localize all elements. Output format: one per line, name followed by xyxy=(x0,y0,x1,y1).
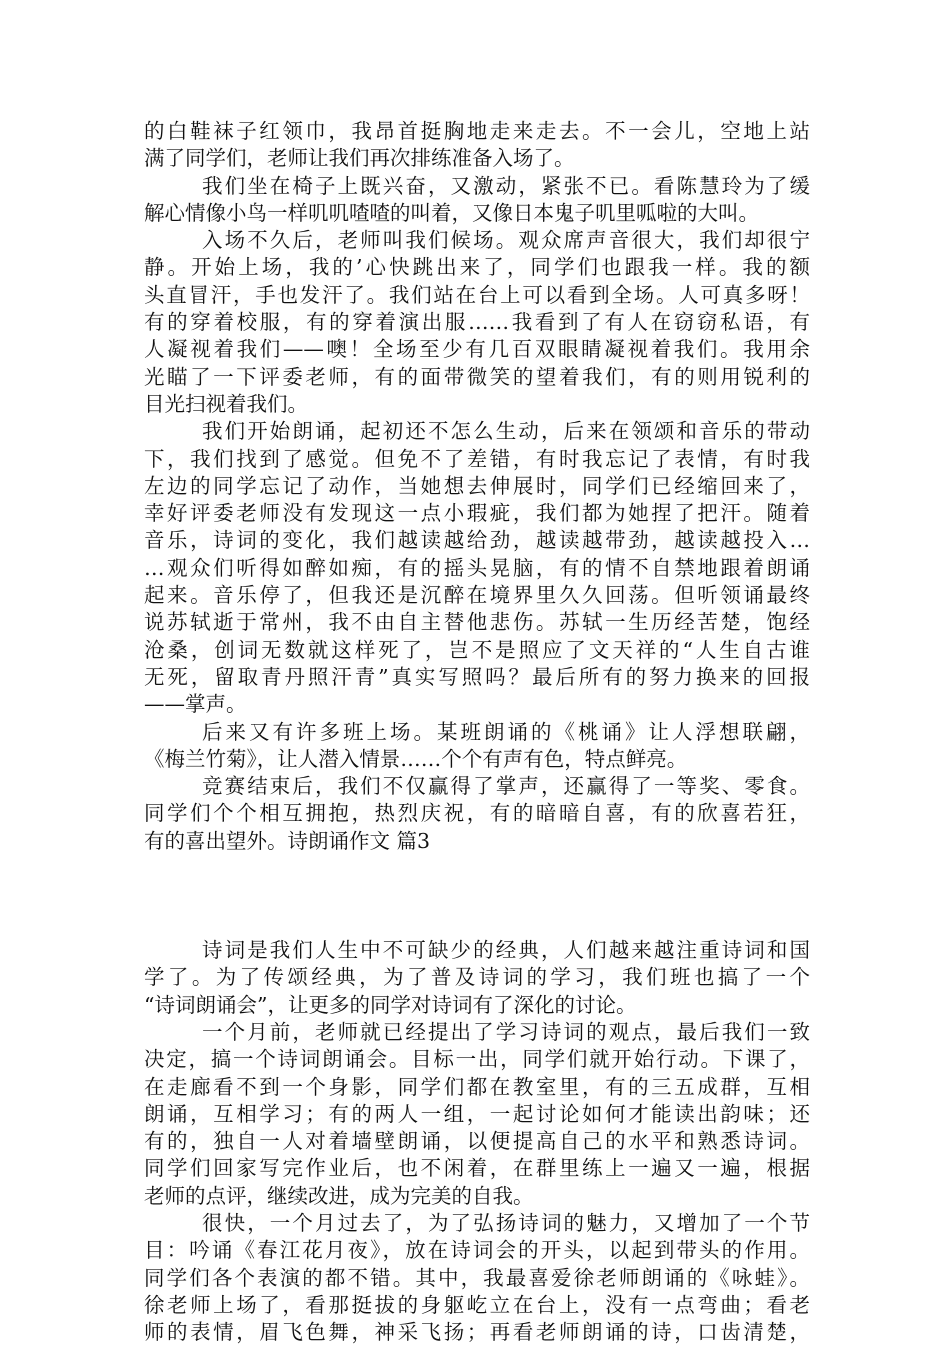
text-line: 目：吟诵《春江花月夜》，放在诗词会的开头，以起到带头的作用。 xyxy=(144,1238,810,1263)
paragraph xyxy=(144,937,810,1019)
paragraph xyxy=(144,173,810,228)
text-line: 后来又有许多班上场。某班朗诵的《桃诵》让人浮想联翩， xyxy=(202,719,810,744)
text-line: 起来。音乐停了，但我还是沉醉在境界里久久回荡。但听领诵最终 xyxy=(144,583,810,608)
paragraph xyxy=(144,227,810,418)
text-line: 《梅兰竹菊》，让人潜入情景……个个有声有色，特点鲜亮。 xyxy=(144,746,688,771)
text-line: 人凝视着我们——噢！全场至少有几百双眼睛凝视着我们。我用余 xyxy=(144,337,810,362)
text-line: 左边的同学忘记了动作，当她想去伸展时，同学们已经缩回来了， xyxy=(144,473,810,498)
text-line: 同学们各个表演的都不错。其中，我最喜爱徐老师朗诵的《咏蛙》。 xyxy=(144,1265,810,1290)
text-line: 无死，留取青丹照汗青”真实写照吗？最后所有的努力换来的回报 xyxy=(144,664,810,689)
essay-section-continued xyxy=(144,118,810,855)
text-line: 老师的点评，继续改进，成为完美的自我。 xyxy=(144,1183,534,1208)
section-gap xyxy=(144,855,810,937)
text-line: 下，我们找到了感觉。但免不了差错，有时我忘记了表情，有时我 xyxy=(144,446,810,471)
text-line: 决定，搞一个诗词朗诵会。目标一出，同学们就开始行动。下课了， xyxy=(144,1047,810,1072)
text-line: 我们坐在椅子上既兴奋，又激动，紧张不已。看陈慧玲为了缓 xyxy=(202,173,810,198)
text-line: 有的穿着校服，有的穿着演出服……我看到了有人在窃窃私语，有 xyxy=(144,310,810,335)
text-line: 解心情像小鸟一样叽叽喳喳的叫着，又像日本鬼子叽里呱啦的大叫。 xyxy=(144,200,759,225)
text-line: …观众们听得如醉如痴，有的摇头晃脑，有的情不自禁地跟着朗诵 xyxy=(144,555,810,580)
text-line: 朗诵，互相学习；有的两人一组，一起讨论如何才能读出韵味；还 xyxy=(144,1101,810,1126)
text-line: 竞赛结束后，我们不仅赢得了掌声，还赢得了一等奖、零食。 xyxy=(202,774,810,799)
text-line: ——掌声。 xyxy=(144,692,247,717)
text-line: 学了。为了传颂经典，为了普及诗词的学习，我们班也搞了一个 xyxy=(144,965,810,990)
text-line: 头直冒汗，手也发汗了。我们站在台上可以看到全场。人可真多呀！ xyxy=(144,282,810,307)
text-line: 我们开始朗诵，起初还不怎么生动，后来在领颂和音乐的带动 xyxy=(202,419,810,444)
text-line: 很快，一个月过去了，为了弘扬诗词的魅力，又增加了一个节 xyxy=(202,1210,810,1235)
text-line: 入场不久后，老师叫我们候场。观众席声音很大，我们却很宁 xyxy=(202,228,810,253)
text-line: 沧桑，创词无数就这样死了，岂不是照应了文天祥的“人生自古谁 xyxy=(144,637,810,662)
text-line: 同学们回家写完作业后，也不闲着，在群里练上一遍又一遍，根据 xyxy=(144,1156,810,1181)
text-line: 在走廊看不到一个身影，同学们都在教室里，有的三五成群，互相 xyxy=(144,1074,810,1099)
text-line: 诗词是我们人生中不可缺少的经典，人们越来越注重诗词和国 xyxy=(202,938,810,963)
text-line: 师的表情，眉飞色舞，神采飞扬；再看老师朗诵的诗，口齿清楚， xyxy=(144,1320,810,1345)
paragraph xyxy=(144,1210,810,1346)
paragraph xyxy=(144,773,810,855)
text-line: 幸好评委老师没有发现这一点小瑕疵，我们都为她捏了把汗。随着 xyxy=(144,501,810,526)
text-line: “诗词朗诵会”，让更多的同学对诗词有了深化的讨论。 xyxy=(144,992,637,1017)
text-line: 的白鞋袜子红领巾，我昂首挺胸地走来走去。不一会儿，空地上站 xyxy=(144,119,810,143)
text-line: 徐老师上场了，看那挺拔的身躯屹立在台上，没有一点弯曲；看老 xyxy=(144,1292,810,1317)
paragraph xyxy=(144,719,810,774)
text-line: 目光扫视着我们。 xyxy=(144,391,308,416)
text-line: 同学们个个相互拥抱，热烈庆祝，有的暗暗自喜，有的欣喜若狂， xyxy=(144,801,810,826)
text-line: 有的，独自一人对着墙壁朗诵，以便提高自己的水平和熟悉诗词。 xyxy=(144,1129,810,1154)
text-line: 音乐，诗词的变化，我们越读越给劲，越读越带劲，越读越投入… xyxy=(144,528,810,553)
paragraph xyxy=(144,1019,810,1210)
text-line: 说苏轼逝于常州，我不由自主替他悲伤。苏轼一生历经苦楚，饱经 xyxy=(144,610,810,635)
paragraph xyxy=(144,118,810,173)
text-line: 一个月前，老师就已经提出了学习诗词的观点，最后我们一致 xyxy=(202,1019,810,1044)
text-line: 满了同学们，老师让我们再次排练准备入场了。 xyxy=(144,146,575,171)
paragraph xyxy=(144,418,810,718)
essay-section-3 xyxy=(144,937,810,1346)
text-line: 有的喜出望外。诗朗诵作文 篇3 xyxy=(144,828,431,853)
document-page xyxy=(144,118,810,1346)
text-line: 静。开始上场，我的’心快跳出来了，同学们也跟我一样。我的额 xyxy=(144,255,810,280)
text-line: 光瞄了一下评委老师，有的面带微笑的望着我们，有的则用锐利的 xyxy=(144,364,810,389)
